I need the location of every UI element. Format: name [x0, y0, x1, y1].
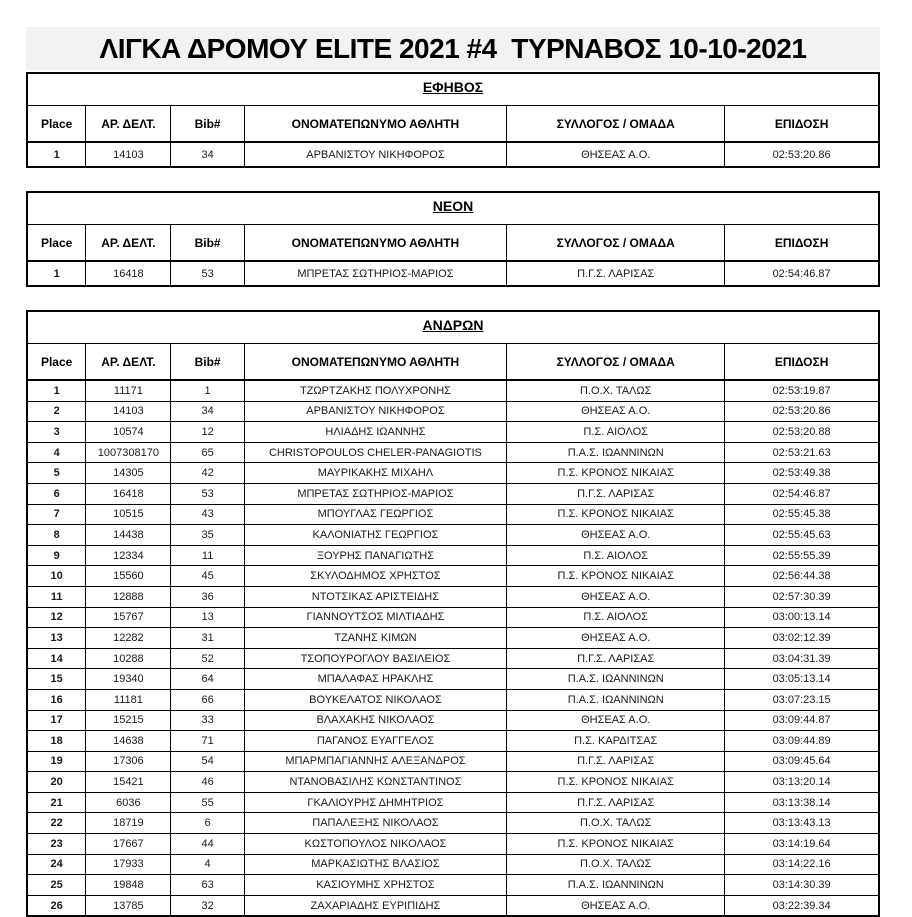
- athlete-name-cell: ΜΠΑΡΜΠΑΓΙΑΝΝΗΣ ΑΛΕΞΑΝΔΡΟΣ: [244, 751, 506, 772]
- time-cell: 02:53:21.63: [725, 442, 879, 463]
- column-header-row: [27, 344, 879, 381]
- card-number-cell: 18719: [86, 813, 171, 834]
- time-cell: 03:14:22.16: [725, 854, 879, 875]
- bib-cell: 34: [171, 142, 244, 167]
- place-cell: 21: [27, 792, 86, 813]
- card-number-cell: 16418: [86, 261, 171, 286]
- card-number-cell: 17933: [86, 854, 171, 875]
- card-number-cell: 17306: [86, 751, 171, 772]
- table-row: [27, 483, 879, 504]
- club-cell: Π.Ο.Χ. ΤΑΛΩΣ: [507, 854, 725, 875]
- section-title: ΑΝΔΡΩΝ: [422, 317, 484, 333]
- section-title: ΝΕΟΝ: [432, 198, 474, 214]
- time-cell: 03:13:43.13: [725, 813, 879, 834]
- club-cell: Π.Σ. ΚΡΟΝΟΣ ΝΙΚΑΙΑΣ: [507, 566, 725, 587]
- place-cell: 25: [27, 875, 86, 896]
- place-cell: 22: [27, 813, 86, 834]
- club-cell: Π.Σ. ΑΙΟΛΟΣ: [507, 545, 725, 566]
- athlete-name-cell: ΜΑΥΡΙΚΑΚΗΣ ΜΙΧΑΗΛ: [244, 463, 506, 484]
- card-number-cell: 10515: [86, 504, 171, 525]
- time-cell: 02:54:46.87: [725, 483, 879, 504]
- table-row: [27, 834, 879, 855]
- bib-cell: 52: [171, 648, 244, 669]
- athlete-name-cell: ΜΠΡΕΤΑΣ ΣΩΤΗΡΙΟΣ-ΜΑΡΙΟΣ: [244, 261, 506, 286]
- table-row: [27, 792, 879, 813]
- place-cell: 23: [27, 834, 86, 855]
- column-header-athlete-name: ΟΝΟΜΑΤΕΠΩΝΥΜΟ ΑΘΛΗΤΗ: [244, 225, 506, 262]
- bib-cell: 63: [171, 875, 244, 896]
- section-title: ΕΦΗΒΟΣ: [422, 79, 484, 95]
- time-cell: 03:09:44.89: [725, 731, 879, 752]
- club-cell: ΘΗΣΕΑΣ Α.Ο.: [507, 586, 725, 607]
- club-cell: Π.Σ. ΚΡΟΝΟΣ ΝΙΚΑΙΑΣ: [507, 834, 725, 855]
- bib-cell: 31: [171, 628, 244, 649]
- table-row: [27, 525, 879, 546]
- bib-cell: 42: [171, 463, 244, 484]
- bib-cell: 66: [171, 689, 244, 710]
- card-number-cell: 14438: [86, 525, 171, 546]
- column-header-time: ΕΠΙΔΟΣΗ: [725, 225, 879, 262]
- time-cell: 02:54:46.87: [725, 261, 879, 286]
- place-cell: 1: [27, 380, 86, 401]
- club-cell: Π.Γ.Σ. ΛΑΡΙΣΑΣ: [507, 792, 725, 813]
- place-cell: 24: [27, 854, 86, 875]
- bib-cell: 4: [171, 854, 244, 875]
- athlete-name-cell: CHRISTOPOULOS CHELER-PANAGIOTIS: [244, 442, 506, 463]
- place-cell: 17: [27, 710, 86, 731]
- club-cell: ΘΗΣΕΑΣ Α.Ο.: [507, 401, 725, 422]
- table-row: [27, 442, 879, 463]
- bib-cell: 33: [171, 710, 244, 731]
- place-cell: 1: [27, 261, 86, 286]
- place-cell: 18: [27, 731, 86, 752]
- table-row: [27, 648, 879, 669]
- table-row: [27, 628, 879, 649]
- table-row: [27, 813, 879, 834]
- card-number-cell: 12282: [86, 628, 171, 649]
- card-number-cell: 11181: [86, 689, 171, 710]
- table-row: [27, 545, 879, 566]
- column-header-card-number: ΑΡ. ΔΕΛΤ.: [86, 106, 171, 143]
- place-cell: 7: [27, 504, 86, 525]
- time-cell: 03:13:20.14: [725, 772, 879, 793]
- column-header-club: ΣΥΛΛΟΓΟΣ / ΟΜΑΔΑ: [507, 225, 725, 262]
- table-row: [27, 751, 879, 772]
- table-row: [27, 261, 879, 286]
- section-cell: [27, 73, 879, 106]
- card-number-cell: 15215: [86, 710, 171, 731]
- club-cell: Π.Γ.Σ. ΛΑΡΙΣΑΣ: [507, 261, 725, 286]
- table-row: [27, 607, 879, 628]
- athlete-name-cell: ΠΑΓΑΝΟΣ ΕΥΑΓΓΕΛΟΣ: [244, 731, 506, 752]
- bib-cell: 53: [171, 483, 244, 504]
- time-cell: 02:55:55.39: [725, 545, 879, 566]
- bib-cell: 53: [171, 261, 244, 286]
- time-cell: 02:53:19.87: [725, 380, 879, 401]
- place-cell: 1: [27, 142, 86, 167]
- column-header-card-number: ΑΡ. ΔΕΛΤ.: [86, 225, 171, 262]
- athlete-name-cell: ΗΛΙΑΔΗΣ ΙΩΑΝΝΗΣ: [244, 422, 506, 443]
- table-row: [27, 463, 879, 484]
- card-number-cell: 14305: [86, 463, 171, 484]
- card-number-cell: 15421: [86, 772, 171, 793]
- card-number-cell: 12334: [86, 545, 171, 566]
- athlete-name-cell: ΝΤΑΝΟΒΑΣΙΛΗΣ ΚΩΝΣΤΑΝΤΙΝΟΣ: [244, 772, 506, 793]
- bib-cell: 54: [171, 751, 244, 772]
- column-header-card-number: ΑΡ. ΔΕΛΤ.: [86, 344, 171, 381]
- card-number-cell: 16418: [86, 483, 171, 504]
- place-cell: 20: [27, 772, 86, 793]
- athlete-name-cell: ΒΛΑΧΑΚΗΣ ΝΙΚΟΛΑΟΣ: [244, 710, 506, 731]
- section-cell: [27, 311, 879, 344]
- bib-cell: 64: [171, 669, 244, 690]
- athlete-name-cell: ΜΠΑΛΑΦΑΣ ΗΡΑΚΛΗΣ: [244, 669, 506, 690]
- section-header-row: [27, 311, 879, 344]
- club-cell: ΘΗΣΕΑΣ Α.Ο.: [507, 710, 725, 731]
- place-cell: 12: [27, 607, 86, 628]
- club-cell: Π.Σ. ΑΙΟΛΟΣ: [507, 607, 725, 628]
- athlete-name-cell: ΞΟΥΡΗΣ ΠΑΝΑΓΙΩΤΗΣ: [244, 545, 506, 566]
- time-cell: 02:53:20.86: [725, 401, 879, 422]
- place-cell: 11: [27, 586, 86, 607]
- athlete-name-cell: ΤΣΟΠΟΥΡΟΓΛΟΥ ΒΑΣΙΛΕΙΟΣ: [244, 648, 506, 669]
- bib-cell: 13: [171, 607, 244, 628]
- card-number-cell: 1007308170: [86, 442, 171, 463]
- card-number-cell: 12888: [86, 586, 171, 607]
- time-cell: 03:05:13.14: [725, 669, 879, 690]
- time-cell: 03:09:44.87: [725, 710, 879, 731]
- bib-cell: 46: [171, 772, 244, 793]
- place-cell: 3: [27, 422, 86, 443]
- column-header-athlete-name: ΟΝΟΜΑΤΕΠΩΝΥΜΟ ΑΘΛΗΤΗ: [244, 344, 506, 381]
- column-header-row: [27, 225, 879, 262]
- place-cell: 9: [27, 545, 86, 566]
- card-number-cell: 15767: [86, 607, 171, 628]
- time-cell: 02:56:44.38: [725, 566, 879, 587]
- column-header-bib: Bib#: [171, 344, 244, 381]
- club-cell: Π.Σ. ΚΡΟΝΟΣ ΝΙΚΑΙΑΣ: [507, 772, 725, 793]
- column-header-bib: Bib#: [171, 225, 244, 262]
- card-number-cell: 13785: [86, 895, 171, 916]
- card-number-cell: 11171: [86, 380, 171, 401]
- club-cell: ΘΗΣΕΑΣ Α.Ο.: [507, 628, 725, 649]
- time-cell: 03:22:39.34: [725, 895, 879, 916]
- club-cell: Π.Α.Σ. ΙΩΑΝΝΙΝΩΝ: [507, 442, 725, 463]
- table-row: [27, 854, 879, 875]
- time-cell: 02:55:45.38: [725, 504, 879, 525]
- time-cell: 03:02:12.39: [725, 628, 879, 649]
- club-cell: Π.Γ.Σ. ΛΑΡΙΣΑΣ: [507, 483, 725, 504]
- time-cell: 03:13:38.14: [725, 792, 879, 813]
- bib-cell: 35: [171, 525, 244, 546]
- place-cell: 4: [27, 442, 86, 463]
- club-cell: Π.Σ. ΑΙΟΛΟΣ: [507, 422, 725, 443]
- club-cell: Π.Α.Σ. ΙΩΑΝΝΙΝΩΝ: [507, 875, 725, 896]
- athlete-name-cell: ΜΠΟΥΓΛΑΣ ΓΕΩΡΓΙΟΣ: [244, 504, 506, 525]
- athlete-name-cell: ΑΡΒΑΝΙΣΤΟΥ ΝΙΚΗΦΟΡΟΣ: [244, 142, 506, 167]
- table-row: [27, 710, 879, 731]
- column-header-row: [27, 106, 879, 143]
- place-cell: 16: [27, 689, 86, 710]
- place-cell: 6: [27, 483, 86, 504]
- card-number-cell: 14103: [86, 142, 171, 167]
- time-cell: 03:14:19.64: [725, 834, 879, 855]
- athlete-name-cell: ΚΩΣΤΟΠΟΥΛΟΣ ΝΙΚΟΛΑΟΣ: [244, 834, 506, 855]
- table-row: [27, 142, 879, 167]
- time-cell: 03:14:30.39: [725, 875, 879, 896]
- bib-cell: 71: [171, 731, 244, 752]
- athlete-name-cell: ΠΑΠΑΛΕΞΗΣ ΝΙΚΟΛΑΟΣ: [244, 813, 506, 834]
- bib-cell: 36: [171, 586, 244, 607]
- card-number-cell: 10288: [86, 648, 171, 669]
- athlete-name-cell: ΚΑΛΟΝΙΑΤΗΣ ΓΕΩΡΓΙΟΣ: [244, 525, 506, 546]
- results-table-section-0: [26, 72, 880, 168]
- athlete-name-cell: ΚΑΣΙΟΥΜΗΣ ΧΡΗΣΤΟΣ: [244, 875, 506, 896]
- table-row: [27, 586, 879, 607]
- place-cell: 10: [27, 566, 86, 587]
- place-cell: 8: [27, 525, 86, 546]
- time-cell: 02:57:30.39: [725, 586, 879, 607]
- card-number-cell: 14103: [86, 401, 171, 422]
- table-row: [27, 689, 879, 710]
- card-number-cell: 6036: [86, 792, 171, 813]
- athlete-name-cell: ΑΡΒΑΝΙΣΤΟΥ ΝΙΚΗΦΟΡΟΣ: [244, 401, 506, 422]
- bib-cell: 45: [171, 566, 244, 587]
- section-header-row: [27, 192, 879, 225]
- athlete-name-cell: ΓΙΑΝΝΟΥΤΣΟΣ ΜΙΛΤΙΑΔΗΣ: [244, 607, 506, 628]
- card-number-cell: 19848: [86, 875, 171, 896]
- card-number-cell: 10574: [86, 422, 171, 443]
- section-header-row: [27, 73, 879, 106]
- bib-cell: 32: [171, 895, 244, 916]
- place-cell: 14: [27, 648, 86, 669]
- table-row: [27, 731, 879, 752]
- time-cell: 03:00:13.14: [725, 607, 879, 628]
- column-header-place: Place: [27, 344, 86, 381]
- page-title: ΛΙΓΚΑ ΔΡΟΜΟΥ ELITE 2021 #4 ΤΥΡΝΑΒΟΣ 10-10-2021: [26, 27, 880, 70]
- time-cell: 02:53:20.86: [725, 142, 879, 167]
- card-number-cell: 14638: [86, 731, 171, 752]
- bib-cell: 55: [171, 792, 244, 813]
- place-cell: 2: [27, 401, 86, 422]
- column-header-bib: Bib#: [171, 106, 244, 143]
- club-cell: Π.Ο.Χ. ΤΑΛΩΣ: [507, 380, 725, 401]
- time-cell: 02:55:45.63: [725, 525, 879, 546]
- table-row: [27, 895, 879, 916]
- column-header-time: ΕΠΙΔΟΣΗ: [725, 106, 879, 143]
- place-cell: 5: [27, 463, 86, 484]
- bib-cell: 65: [171, 442, 244, 463]
- bib-cell: 44: [171, 834, 244, 855]
- time-cell: 03:04:31.39: [725, 648, 879, 669]
- athlete-name-cell: ΒΟΥΚΕΛΑΤΟΣ ΝΙΚΟΛΑΟΣ: [244, 689, 506, 710]
- athlete-name-cell: ΤΖΩΡΤΖΑΚΗΣ ΠΟΛΥΧΡΟΝΗΣ: [244, 380, 506, 401]
- table-row: [27, 875, 879, 896]
- table-row: [27, 380, 879, 401]
- column-header-club: ΣΥΛΛΟΓΟΣ / ΟΜΑΔΑ: [507, 106, 725, 143]
- club-cell: ΘΗΣΕΑΣ Α.Ο.: [507, 525, 725, 546]
- column-header-place: Place: [27, 106, 86, 143]
- section-cell: [27, 192, 879, 225]
- table-row: [27, 669, 879, 690]
- athlete-name-cell: ΤΖΑΝΗΣ ΚΙΜΩΝ: [244, 628, 506, 649]
- athlete-name-cell: ΜΠΡΕΤΑΣ ΣΩΤΗΡΙΟΣ-ΜΑΡΙΟΣ: [244, 483, 506, 504]
- card-number-cell: 19340: [86, 669, 171, 690]
- club-cell: Π.Α.Σ. ΙΩΑΝΝΙΝΩΝ: [507, 689, 725, 710]
- athlete-name-cell: ΓΚΑΛΙΟΥΡΗΣ ΔΗΜΗΤΡΙΟΣ: [244, 792, 506, 813]
- place-cell: 15: [27, 669, 86, 690]
- table-row: [27, 401, 879, 422]
- place-cell: 26: [27, 895, 86, 916]
- club-cell: Π.Γ.Σ. ΛΑΡΙΣΑΣ: [507, 648, 725, 669]
- column-header-time: ΕΠΙΔΟΣΗ: [725, 344, 879, 381]
- athlete-name-cell: ΣΚΥΛΟΔΗΜΟΣ ΧΡΗΣΤΟΣ: [244, 566, 506, 587]
- place-cell: 19: [27, 751, 86, 772]
- bib-cell: 1: [171, 380, 244, 401]
- table-row: [27, 422, 879, 443]
- table-row: [27, 772, 879, 793]
- club-cell: Π.Α.Σ. ΙΩΑΝΝΙΝΩΝ: [507, 669, 725, 690]
- athlete-name-cell: ΜΑΡΚΑΣΙΩΤΗΣ ΒΛΑΣΙΟΣ: [244, 854, 506, 875]
- bib-cell: 12: [171, 422, 244, 443]
- time-cell: 02:53:20.88: [725, 422, 879, 443]
- place-cell: 13: [27, 628, 86, 649]
- results-table-section-1: [26, 191, 880, 287]
- club-cell: Π.Σ. ΚΡΟΝΟΣ ΝΙΚΑΙΑΣ: [507, 463, 725, 484]
- club-cell: Π.Ο.Χ. ΤΑΛΩΣ: [507, 813, 725, 834]
- time-cell: 03:07:23.15: [725, 689, 879, 710]
- bib-cell: 11: [171, 545, 244, 566]
- column-header-athlete-name: ΟΝΟΜΑΤΕΠΩΝΥΜΟ ΑΘΛΗΤΗ: [244, 106, 506, 143]
- athlete-name-cell: ΖΑΧΑΡΙΑΔΗΣ ΕΥΡΙΠΙΔΗΣ: [244, 895, 506, 916]
- athlete-name-cell: ΝΤΟΤΣΙΚΑΣ ΑΡΙΣΤΕΙΔΗΣ: [244, 586, 506, 607]
- card-number-cell: 17667: [86, 834, 171, 855]
- bib-cell: 6: [171, 813, 244, 834]
- bib-cell: 43: [171, 504, 244, 525]
- sections-container: [26, 72, 880, 917]
- time-cell: 03:09:45.64: [725, 751, 879, 772]
- time-cell: 02:53:49.38: [725, 463, 879, 484]
- card-number-cell: 15560: [86, 566, 171, 587]
- club-cell: Π.Σ. ΚΑΡΔΙΤΣΑΣ: [507, 731, 725, 752]
- club-cell: Π.Σ. ΚΡΟΝΟΣ ΝΙΚΑΙΑΣ: [507, 504, 725, 525]
- column-header-club: ΣΥΛΛΟΓΟΣ / ΟΜΑΔΑ: [507, 344, 725, 381]
- club-cell: Π.Γ.Σ. ΛΑΡΙΣΑΣ: [507, 751, 725, 772]
- table-row: [27, 504, 879, 525]
- results-table-section-2: [26, 310, 880, 917]
- column-header-place: Place: [27, 225, 86, 262]
- club-cell: ΘΗΣΕΑΣ Α.Ο.: [507, 142, 725, 167]
- bib-cell: 34: [171, 401, 244, 422]
- club-cell: ΘΗΣΕΑΣ Α.Ο.: [507, 895, 725, 916]
- table-row: [27, 566, 879, 587]
